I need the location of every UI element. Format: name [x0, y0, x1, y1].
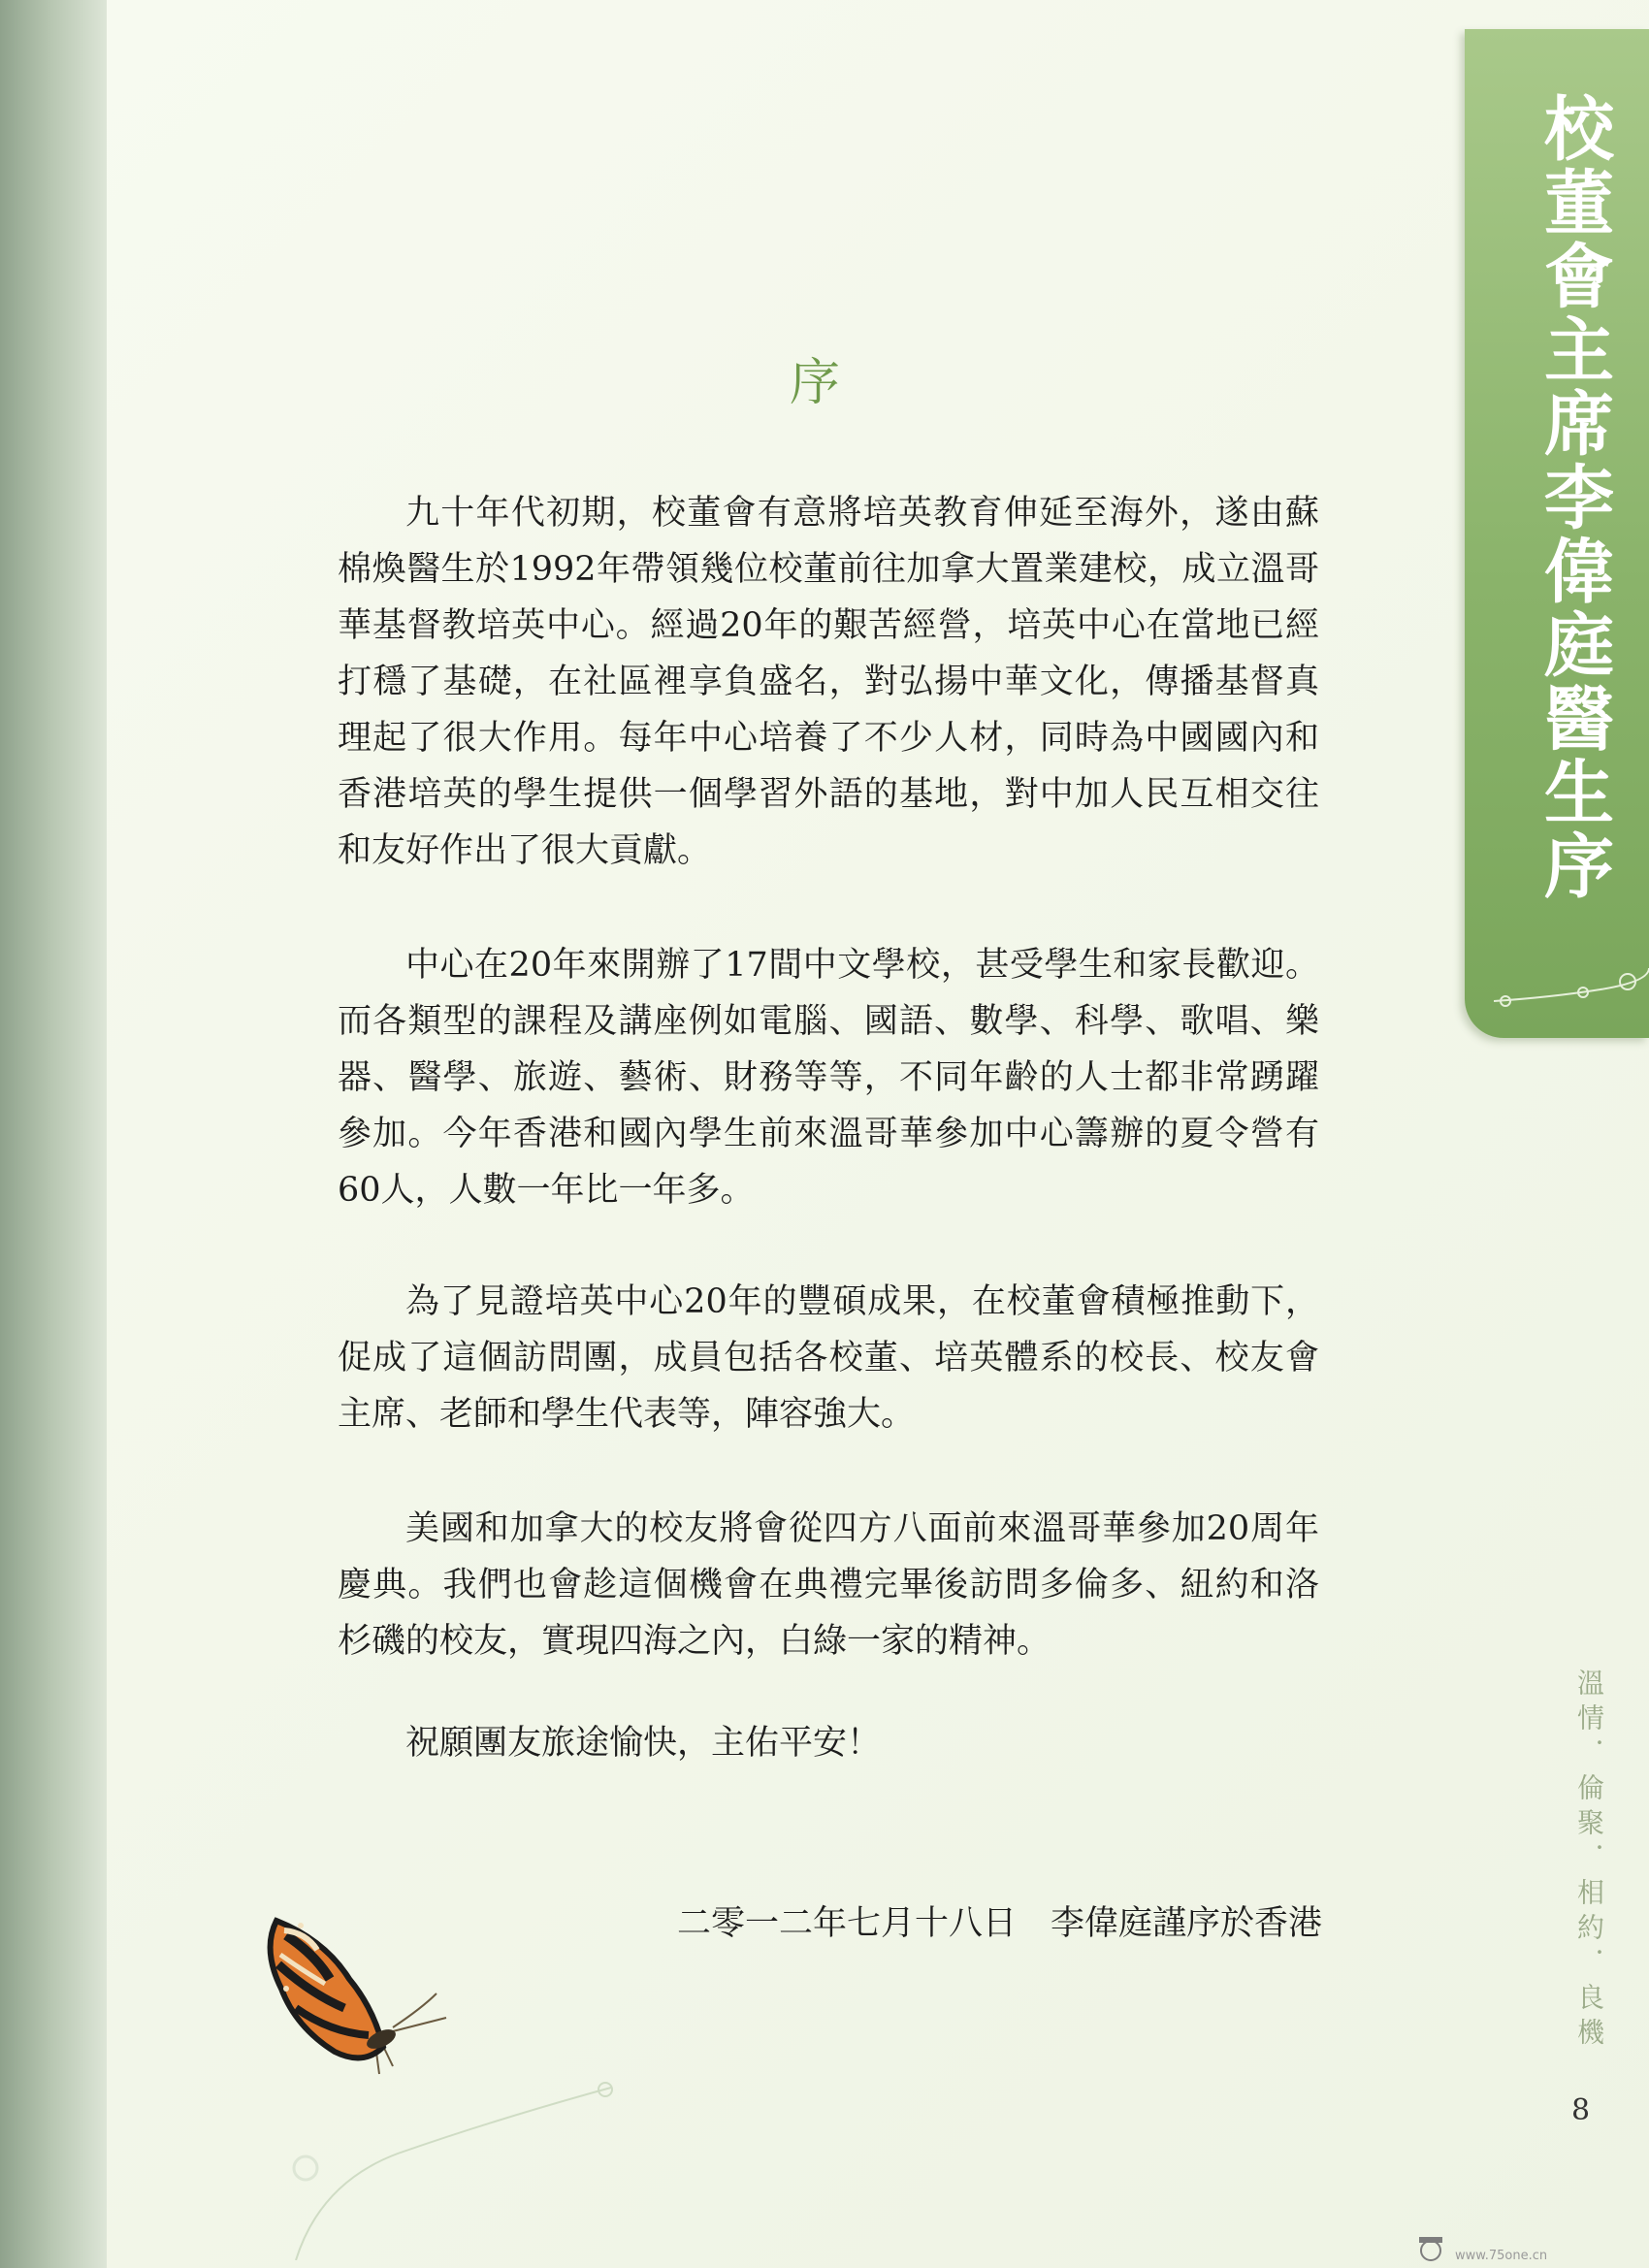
paragraph-4: 美國和加拿大的校友將會從四方八面前來溫哥華參加20周年慶典。我們也會趁這個機會在典禮完畢後訪問多倫多、紐約和洛杉磯的校友，實現四海之內，白綠一家的精神。	[338, 1509, 1319, 1661]
page-number: 8	[1571, 2093, 1591, 2127]
paragraph-1: 九十年代初期，校董會有意將培英教育伸延至海外，遂由蘇棉煥醫生於1992年帶領幾位校董前往加拿大置業建校，成立溫哥華基督教培英中心。經過20年的艱苦經營，培英中心在當地已經打穩了基礎，在社區裡享負盛名，對弘揚中華文化，傳播基督真理起了很大作用。每年中心培養了不少人材，同時為中國國內和香港培英的學生提供一個學習外語的基地，對中加人民互相交往和友好作出了很大貢獻。	[338, 494, 1319, 870]
signature-line: 二零一二年七月十八日 李偉庭謹序於香港	[677, 1904, 1323, 1943]
butterfly-illustration-icon	[257, 1911, 461, 2086]
paragraph-5: 祝願團友旅途愉快，主佑平安！	[405, 1724, 882, 1763]
curve-line-decoration-icon	[281, 2066, 630, 2260]
section-tab-title: 校董會主席李偉庭醫生序	[1533, 92, 1614, 903]
paragraph-2: 中心在20年來開辦了17間中文學校，甚受學生和家長歡迎。而各類型的課程及講座例如電腦、國語、數學、科學、歌唱、樂器、醫學、旅遊、藝術、財務等等，不同年齡的人士都非常踴躍參加。今年香港和國內學生前來溫哥華參加中心籌辦的夏令營有60人，人數一年比一年多。	[338, 946, 1319, 1210]
preface-heading: 序	[789, 354, 840, 412]
side-motto: 溫情．倫聚．相約．良機	[1573, 1669, 1605, 2053]
watermark-text: www.75one.cn	[1455, 2249, 1548, 2263]
tab-curve-decoration-icon	[1494, 960, 1649, 1028]
watermark-logo-icon	[1411, 2233, 1450, 2264]
preface-body	[338, 485, 1319, 1771]
paragraph-3: 為了見證培英中心20年的豐碩成果，在校董會積極推動下，促成了這個訪問團，成員包括各校董、培英體系的校長、校友會主席、老師和學生代表等，陣容強大。	[338, 1282, 1319, 1434]
